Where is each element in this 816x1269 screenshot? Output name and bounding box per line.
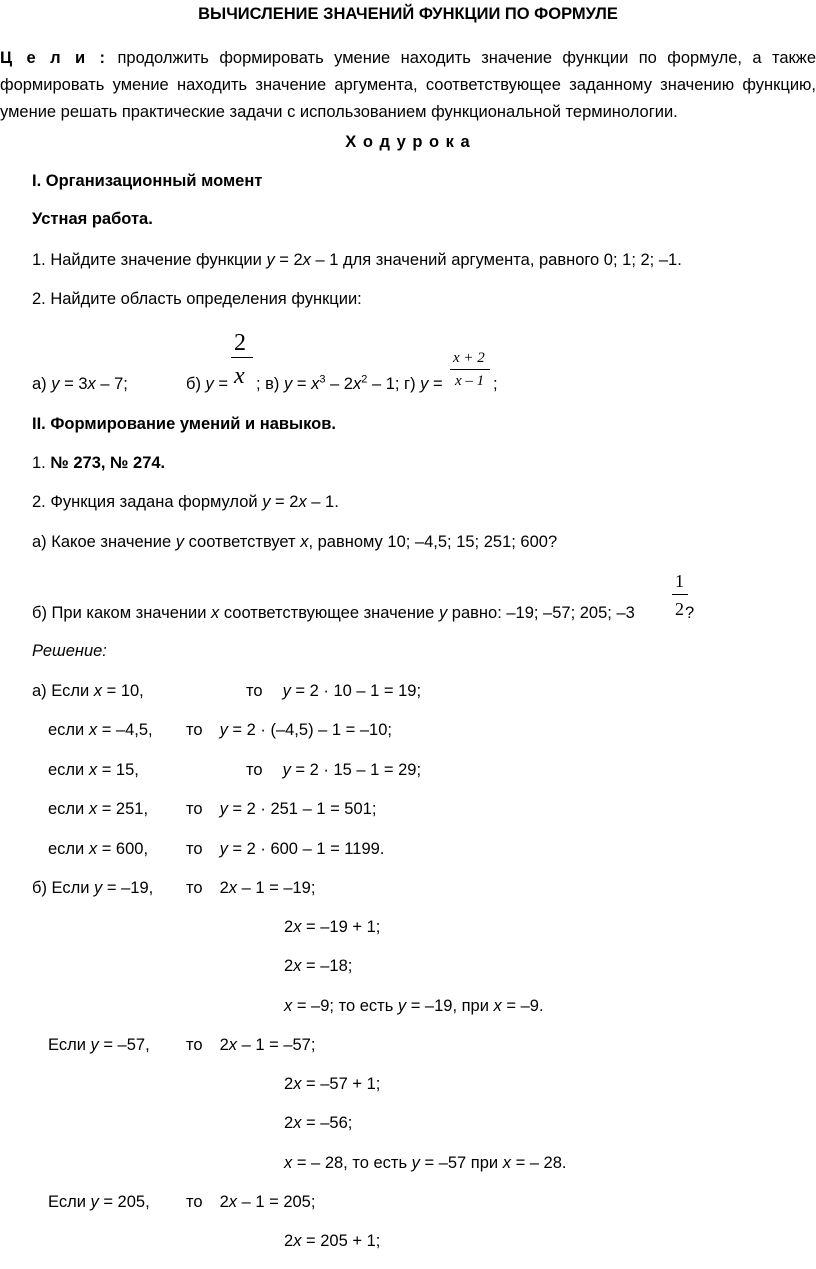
row-text: 2 [284, 957, 294, 975]
row-text: = –19, при [406, 997, 494, 1015]
exponent: 3 [319, 373, 326, 386]
solution-a-result [246, 762, 421, 779]
expr-text: = [213, 375, 229, 393]
row-text: то [186, 840, 203, 858]
exercise-1 [32, 455, 165, 472]
var-y: y [94, 879, 103, 897]
var-x: x [284, 1154, 293, 1172]
var-x: x [502, 1154, 511, 1172]
row-text: если [48, 761, 89, 779]
item-label: ; в) [256, 375, 285, 393]
fraction-bar [672, 594, 688, 595]
solution-a-result [186, 801, 376, 818]
solution-step [284, 1155, 567, 1172]
expr-text: = [292, 375, 312, 393]
var-y: y [438, 604, 448, 622]
row-text: = 205, [98, 1193, 150, 1211]
question-text: б) При каком значении [32, 604, 212, 622]
exponent: 2 [361, 373, 368, 386]
solution-a-row [48, 762, 139, 779]
var-x: x [298, 493, 307, 511]
solution-step [284, 1115, 352, 1132]
row-text: то [246, 761, 263, 779]
var-x: x [88, 761, 98, 779]
var-x: x [302, 251, 311, 269]
exercise-text: 2. Функция задана формулой [32, 493, 263, 511]
exercise-number: 1. [32, 454, 51, 472]
solution-a-result [246, 683, 421, 700]
row-text: = –9; то есть [292, 997, 398, 1015]
solution-step [284, 998, 544, 1015]
var-y: y [219, 800, 228, 818]
row-text: = 2 · 600 – 1 = 1199. [227, 840, 385, 858]
var-x: x [293, 1232, 302, 1250]
solution-label: Решение: [32, 642, 107, 660]
var-x: x [311, 375, 320, 393]
var-y: y [411, 1154, 420, 1172]
section-2-heading: II. Формирование умений и навыков. [32, 415, 336, 433]
task-1-text: = 2 [274, 251, 303, 269]
expr-text: ; [493, 375, 498, 393]
solution-step [284, 1233, 380, 1250]
solution-b-equation [186, 1194, 315, 1211]
solution-b-equation [186, 1037, 315, 1054]
row-text: 2 [284, 1075, 294, 1093]
fraction-numerator: 2 [234, 330, 246, 356]
row-text: 2 [284, 918, 294, 936]
var-x: x [352, 375, 362, 393]
course-heading: Х о д у р о к а [345, 133, 471, 151]
row-text: 2 [284, 1114, 294, 1132]
row-text: = – 28. [510, 1154, 567, 1172]
var-y: y [205, 375, 214, 393]
row-text: = –57 при [419, 1154, 503, 1172]
row-text: = 2 · 10 – 1 = 19; [290, 682, 422, 700]
row-text: то [186, 1036, 203, 1054]
var-x: x [293, 1114, 302, 1132]
question-text: а) Какое значение [32, 533, 176, 551]
question-b [32, 605, 635, 622]
question-text: , равному 10; –4,5; 15; 251; 600? [308, 533, 558, 551]
row-text: то [246, 682, 263, 700]
question-text: ? [685, 604, 695, 622]
var-x: x [293, 1075, 302, 1093]
fraction-numerator: x + 2 [453, 350, 485, 366]
fraction-numerator: 1 [675, 571, 684, 591]
row-text: если [48, 800, 89, 818]
task-1 [32, 252, 682, 269]
var-y: y [175, 533, 184, 551]
solution-b-row [48, 1194, 150, 1211]
var-x: x [284, 997, 293, 1015]
expr-text: – 1; г) [367, 375, 421, 393]
task-2: 2. Найдите область определения функции: [32, 290, 362, 308]
solution-step [284, 919, 380, 936]
solution-b-row [48, 1037, 150, 1054]
var-y: y [90, 1036, 99, 1054]
var-y: y [262, 493, 271, 511]
exercise-text: – 1. [306, 493, 339, 511]
var-y: y [282, 761, 291, 779]
row-text: = –9. [501, 997, 544, 1015]
var-y: y [282, 682, 291, 700]
exercise-2 [32, 494, 339, 511]
solution-a-result [186, 722, 392, 739]
exercise-refs: № 273, № 274. [50, 454, 166, 472]
row-text: = 2 · 251 – 1 = 501; [227, 800, 377, 818]
goals-label: Ц е л и : [0, 49, 108, 67]
expr-text: – 2 [325, 375, 353, 393]
var-x: x [88, 800, 98, 818]
row-text: б) Если [32, 879, 95, 897]
row-text: = –4,5, [97, 721, 153, 739]
expr-text: = 3 [59, 375, 88, 393]
var-x: x [293, 957, 302, 975]
row-text: = –57 + 1; [301, 1075, 381, 1093]
row-text: если [48, 840, 89, 858]
var-x: x [88, 721, 98, 739]
item-label: б) [186, 375, 206, 393]
row-text: = 2 · 15 – 1 = 29; [290, 761, 422, 779]
solution-a-row [48, 841, 148, 858]
row-text: = –57, [98, 1036, 150, 1054]
var-x: x [228, 879, 237, 897]
expr-text: – 7; [95, 375, 128, 393]
question-text: соответствует [184, 533, 301, 551]
row-text: = 205 + 1; [301, 1232, 381, 1250]
lesson-goals [0, 45, 816, 126]
task-1-text: 1. Найдите значение функции [32, 251, 267, 269]
solution-step [284, 1076, 380, 1093]
section-1-heading: I. Организационный момент [32, 172, 263, 190]
solution-b-equation [186, 880, 315, 897]
domain-item-a [32, 376, 128, 393]
solution-a-row [48, 801, 148, 818]
var-y: y [284, 375, 293, 393]
goals-text: продолжить формировать умение находить значение функции по формуле, а также формировать умение находить значение аргумента, соответствующее заданному значению функцию, умение решать практические задачи с использованием функциональной терминологии. [0, 49, 816, 121]
row-text: 2 [219, 879, 229, 897]
row-text: = – 28, то есть [292, 1154, 412, 1172]
oral-work-heading: Устная работа. [32, 210, 153, 228]
var-x: x [88, 840, 98, 858]
var-x: x [211, 604, 220, 622]
row-text: Если [48, 1193, 91, 1211]
question-text: соответствующее значение [219, 604, 439, 622]
solution-b-row [32, 880, 153, 897]
var-y: y [266, 251, 275, 269]
var-y: y [219, 840, 228, 858]
fraction-bar [450, 369, 490, 370]
row-text: то [186, 1193, 203, 1211]
row-text: = 600, [97, 840, 149, 858]
var-y: y [420, 375, 429, 393]
row-text: = –19, [102, 879, 154, 897]
row-text: Если [48, 1036, 91, 1054]
row-text: 2 [284, 1232, 294, 1250]
fraction-denominator: x [234, 363, 245, 389]
row-text: = 2 · (–4,5) – 1 = –10; [227, 721, 392, 739]
solution-a-result [186, 841, 384, 858]
task-1-text: – 1 для значений аргумента, равного 0; 1; 2; –1. [310, 251, 682, 269]
var-y: y [90, 1193, 99, 1211]
row-text: то [186, 721, 203, 739]
var-x: x [493, 997, 502, 1015]
row-text: = 251, [97, 800, 149, 818]
var-x: x [87, 375, 96, 393]
expr-text: = [428, 375, 443, 393]
question-a [32, 534, 557, 551]
var-x: x [293, 918, 302, 936]
row-text: то [186, 800, 203, 818]
item-label: а) [32, 375, 52, 393]
solution-a-row [32, 683, 144, 700]
fraction-denominator: x – 1 [455, 373, 485, 389]
exercise-text: = 2 [270, 493, 299, 511]
row-text: = 10, [102, 682, 144, 700]
var-x: x [228, 1036, 237, 1054]
question-text: равно: –19; –57; 205; –3 [447, 604, 635, 622]
row-text: 2 [219, 1193, 229, 1211]
var-y: y [51, 375, 60, 393]
row-text: – 1 = 205; [237, 1193, 316, 1211]
page-title: ВЫЧИСЛЕНИЕ ЗНАЧЕНИЙ ФУНКЦИИ ПО ФОРМУЛЕ [198, 5, 618, 23]
var-y: y [219, 721, 228, 739]
row-text: – 1 = –57; [237, 1036, 316, 1054]
domain-item-c [256, 373, 443, 393]
solution-a-row [48, 722, 153, 739]
row-text: = 15, [97, 761, 139, 779]
row-text: 2 [219, 1036, 229, 1054]
fraction-denominator: 2 [675, 599, 684, 619]
domain-item-b [186, 376, 228, 393]
solution-step [284, 958, 352, 975]
var-y: y [397, 997, 407, 1015]
var-x: x [300, 533, 309, 551]
row-text: = –19 + 1; [301, 918, 381, 936]
row-text: = –18; [301, 957, 353, 975]
row-text: то [186, 879, 203, 897]
row-text: если [48, 721, 89, 739]
var-x: x [93, 682, 103, 700]
row-text: = –56; [301, 1114, 353, 1132]
var-x: x [228, 1193, 237, 1211]
row-text: – 1 = –19; [237, 879, 316, 897]
fraction-bar [231, 357, 253, 358]
row-text: а) Если [32, 682, 94, 700]
